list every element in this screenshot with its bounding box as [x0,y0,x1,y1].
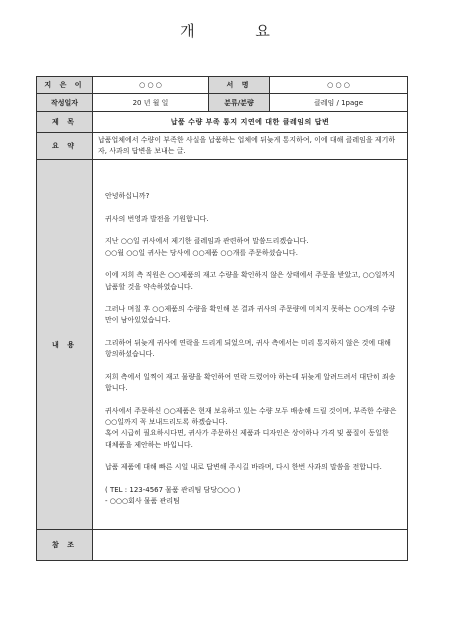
contact-line: ( TEL : 123-4567 물품 관리팀 담당○○○ ) [105,485,241,494]
author-label: 지 은 이 [37,77,93,94]
apology-paragraph: 저희 측에서 일찍이 재고 물량을 확인하여 연락 드렸어야 하는데 뒤늦게 알려드려서 대단히 죄송합니다. [105,373,396,393]
delivery-paragraph: 귀사에서 주문하신 ○○제품은 현재 보유하고 있는 수량 모두 배송해 드릴 것이며, 부족한 수량은 ○○일까지 꼭 보내드리도록 하겠습니다. [105,406,397,427]
date-label: 작성일자 [37,94,93,112]
closing-paragraph: 납품 제품에 대해 빠른 시일 내로 답변해 주시길 바라며, 다시 한번 사과의 말씀을 전합니다. [105,463,382,472]
summary-label: 요 약 [37,133,93,160]
subject-row [37,112,408,133]
date-row [37,94,408,112]
shortage-paragraph: 그러나 며칠 후 ○○제품의 수량을 확인해 본 결과 귀사의 주문량에 미치지 못하는 ○○개의 수량만이 남아있었습니다. [105,305,396,325]
signature-label: 서 명 [209,77,270,94]
page-title: 개 요 [180,22,298,40]
signature-value: ○ ○ ○ [270,77,408,94]
claim-intro-line: 지난 ○○일 귀사에서 제기한 클레임과 관련하여 말씀드리겠습니다. [105,237,309,246]
author-row [37,77,408,94]
content-label: 내 용 [37,160,93,530]
late-notice-paragraph: 그리하여 뒤늦게 귀사에 연락을 드리게 되었으며, 귀사 측에서는 미리 통지하지 않은 것에 대해 항의하셨습니다. [105,339,391,359]
date-value: 20 년 월 일 [93,94,209,112]
alternative-paragraph: 혹여 시급히 필요하시다면, 귀사가 주문하신 제품과 디자인은 상이하나 가격 및 품질이 동일한 대체품을 제안하는 바입니다. [105,429,389,449]
subject-label: 제 목 [37,112,93,133]
category-label: 분류/분량 [209,94,270,112]
content-body [93,160,408,530]
category-value: 클레임 / 1page [270,94,408,112]
author-value: ○ ○ ○ [93,77,209,94]
stock-paragraph: 이에 저희 측 직원은 ○○제품의 재고 수량을 확인하지 않은 상태에서 주문을 받았고, ○○일까지 납품할 것을 약속하였습니다. [105,271,396,291]
summary-row [37,133,408,160]
document-form-table [36,76,408,561]
team-line: - ○○○회사 물품 관리팀 [105,497,180,506]
summary-value: 납품업체에서 수량이 부족한 사실을 납품하는 업체에 뒤늦게 통지하여, 이에 대해 클레임을 제기하자, 사과의 답변을 보내는 글. [93,133,408,160]
content-row [37,160,408,530]
reference-row [37,530,408,561]
subject-value: 납품 수량 부족 통지 지연에 대한 클레임의 답변 [93,112,408,133]
wish-paragraph: 귀사의 번영과 발전을 기원합니다. [105,214,209,223]
reference-value [93,530,408,561]
greeting-paragraph: 안녕하십니까? [105,192,150,200]
order-line: ○○월 ○○일 귀사는 당사에 ○○제품 ○○개를 주문하셨습니다. [105,248,298,257]
reference-label: 참 조 [37,530,93,561]
